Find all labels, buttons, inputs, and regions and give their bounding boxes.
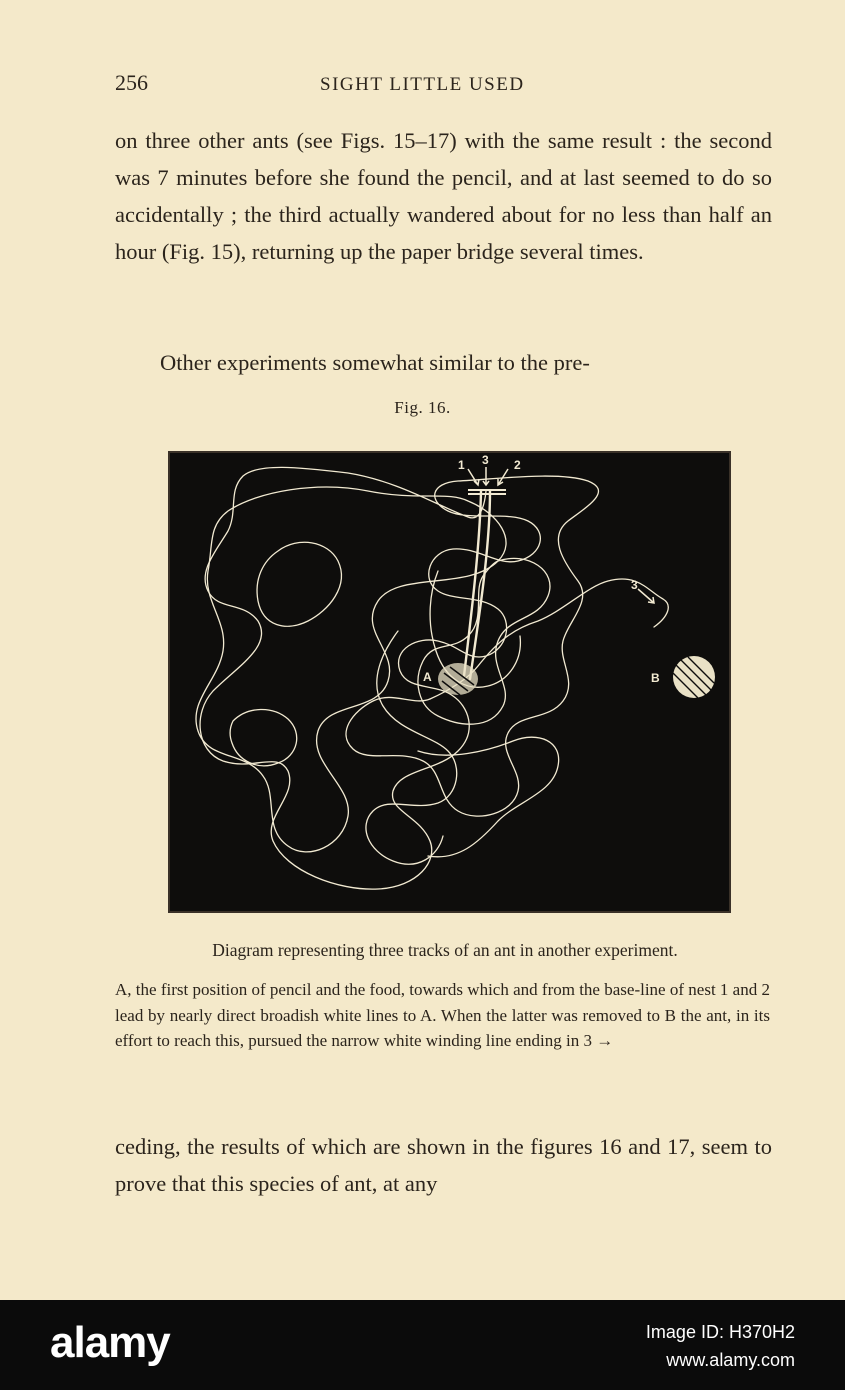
label-track-2: 2 [514,458,521,472]
figure-caption-title: Diagram representing three tracks of an ant in another experiment. [212,940,678,960]
page-number: 256 [115,70,148,95]
paragraph-2-text: Other experiments somewhat similar to the pre- [160,350,590,375]
label-track-3-end: 3 [631,578,638,592]
running-head: SIGHT LITTLE USED [320,74,525,95]
paragraph-3-text: ceding, the results of which are shown in the figures 16 and 17, seem to prove that this species of ant, at any [115,1134,772,1196]
figure-caption-body [115,977,770,1054]
label-b: B [651,671,660,685]
paragraph-2 [115,344,772,381]
paragraph-1-text: on three other ants (see Figs. 15–17) with the same result : the second was 7 minutes before she found the pencil, and at last seemed to do so accidentally ; the third actually wandered about for no less than half an hour (Fig. 15), returning up the paper bridge several times. [115,128,772,264]
site-url[interactable]: www.alamy.com [666,1350,795,1370]
paragraph-3 [115,1128,772,1202]
position-a-marker [438,663,478,695]
alamy-logo: alamy [50,1318,170,1367]
figure-label: Fig. 16. [394,398,451,417]
position-b-pencil [673,656,715,698]
image-id: Image ID: H370H2 [645,1322,795,1342]
label-track-3-top: 3 [482,453,489,467]
figure-16-diagram [168,451,731,913]
figure-caption-text: A, the first position of pencil and the food, towards which and from the base-line of nest 1 and 2 lead by nearly direct broadish white lines to A. When the latter was removed to B the ant, in its effort to reach this, pursued the narrow white winding line ending in 3 → [115,980,770,1050]
stock-photo-footer [0,1300,845,1390]
label-a: A [423,670,432,684]
paragraph-1 [115,122,772,270]
label-track-1: 1 [458,458,465,472]
page-header [115,70,770,100]
